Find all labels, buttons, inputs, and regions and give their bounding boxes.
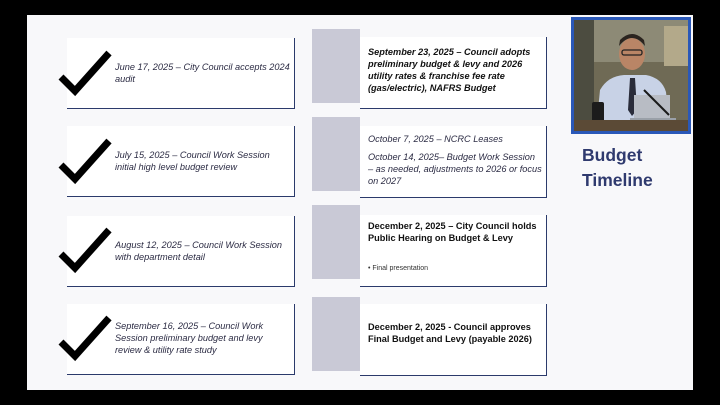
- title-line-1: Budget: [582, 145, 643, 165]
- timeline-marker: [312, 117, 360, 191]
- timeline-item-right-3: [360, 215, 547, 287]
- video-frame: [574, 20, 688, 131]
- speaker-image: [574, 20, 688, 131]
- timeline-text: October 7, 2025 – NCRC Leases: [368, 134, 503, 144]
- timeline-text: December 2, 2025 – City Council holds Public Hearing on Budget & Levy: [368, 221, 537, 243]
- timeline-text: July 15, 2025 – Council Work Session initial high level budget review: [115, 150, 270, 172]
- timeline-text: September 23, 2025 – Council adopts preliminary budget & levy and 2026 utility rates & franchise fee rate (gas/electric), NAFRS Budget: [368, 47, 531, 93]
- timeline-item-right-4: [360, 304, 547, 376]
- timeline-text: December 2, 2025 - Council approves Final Budget and Levy (payable 2026): [368, 322, 532, 344]
- timeline-text: September 16, 2025 – Council Work Session preliminary budget and levy review & utility rate study: [115, 321, 264, 355]
- timeline-item-right-1: [360, 37, 547, 109]
- checkmark-icon: [57, 224, 113, 280]
- timeline-text: June 17, 2025 – City Council accepts 2024 audit: [115, 62, 290, 84]
- timeline-text: August 12, 2025 – Council Work Session with department detail: [115, 240, 282, 262]
- checkmark-icon: [57, 312, 113, 368]
- bullet-text: • Final presentation: [368, 265, 429, 272]
- checkmark-icon: [57, 47, 113, 103]
- timeline-text: October 14, 2025– Budget Work Session – as needed, adjustments to 2026 or focus on 2027: [368, 152, 542, 186]
- timeline-marker: [312, 29, 360, 103]
- video-feed: [571, 17, 691, 134]
- timeline-marker: [312, 297, 360, 371]
- title-line-2: Timeline: [582, 170, 653, 190]
- presentation-slide: [27, 15, 693, 390]
- slide-title: [582, 143, 692, 193]
- checkmark-icon: [57, 135, 113, 191]
- timeline-marker: [312, 205, 360, 279]
- timeline-item-right-2: [360, 126, 547, 198]
